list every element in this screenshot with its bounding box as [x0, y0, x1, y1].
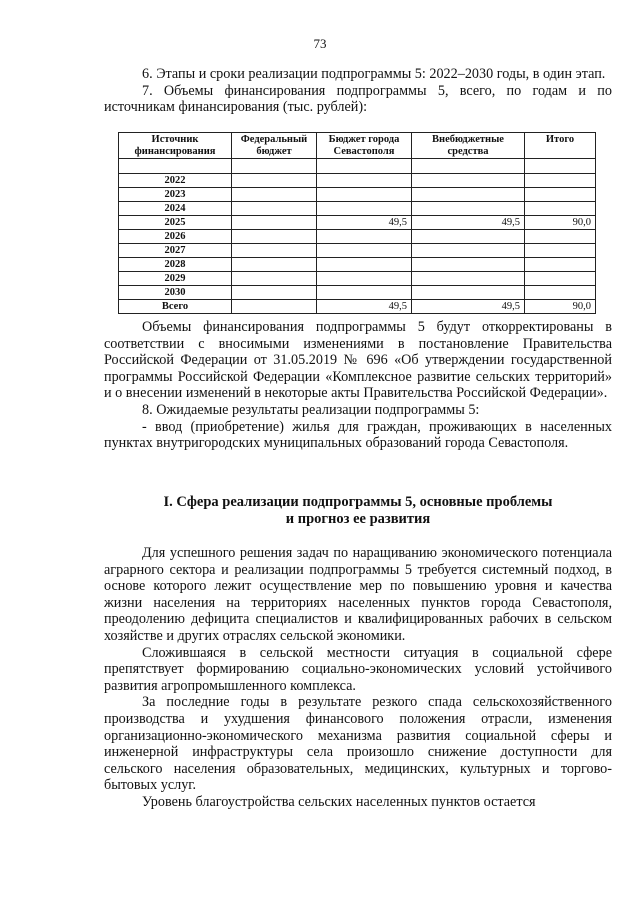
paragraph-adjustment: Объемы финансирования подпрограммы 5 будут откорректированы в соответствии с вносимыми изменениями в постановление Правительства Российской Федерации от 31.05.2019 № 696 «Об утверждении государственной программы Российской Федерации «Комплексное развитие сельских территорий» и о внесении изменений в некоторые акты Правительства Российской Федерации».	[104, 319, 612, 402]
value-cell	[232, 230, 317, 244]
value-cell	[232, 188, 317, 202]
value-cell	[317, 272, 412, 286]
row-label-cell: Всего	[119, 300, 232, 314]
value-cell	[412, 188, 525, 202]
section-heading-line2: и прогноз ее развития	[285, 511, 431, 527]
value-cell	[525, 174, 596, 188]
value-cell	[525, 272, 596, 286]
value-cell: 90,0	[525, 300, 596, 314]
value-cell	[412, 174, 525, 188]
paragraph-8-item: - ввод (приобретение) жилья для граждан, проживающих в населенных пунктах внутригородских муниципальных образований города Севастополя.	[104, 418, 612, 452]
value-cell	[525, 244, 596, 258]
table-row	[119, 202, 596, 216]
value-cell	[412, 286, 525, 300]
paragraph-8: 8. Ожидаемые результаты реализации подпрограммы 5:	[142, 401, 480, 418]
value-cell	[317, 202, 412, 216]
value-cell	[525, 202, 596, 216]
value-cell	[317, 230, 412, 244]
row-label-cell: 2028	[119, 258, 232, 272]
row-label-cell: 2027	[119, 244, 232, 258]
value-cell	[232, 202, 317, 216]
row-label-cell: 2030	[119, 286, 232, 300]
value-cell	[525, 230, 596, 244]
value-cell	[232, 258, 317, 272]
header-extrabudget: Внебюджетные средства	[412, 133, 525, 159]
row-label-cell: 2025	[119, 216, 232, 230]
value-cell	[412, 202, 525, 216]
table-row	[119, 258, 596, 272]
table-row	[119, 230, 596, 244]
table-row	[119, 286, 596, 300]
paragraph-7: 7. Объемы финансирования подпрограммы 5, всего, по годам и по источникам финансирования (тыс. рублей):	[104, 82, 612, 116]
value-cell	[412, 244, 525, 258]
value-cell	[317, 244, 412, 258]
paragraph-4: Уровень благоустройства сельских населенных пунктов остается	[142, 793, 536, 810]
value-cell	[232, 300, 317, 314]
financing-table	[118, 132, 596, 314]
table-row	[119, 244, 596, 258]
table-body	[119, 174, 596, 314]
row-label-cell: 2024	[119, 202, 232, 216]
table-row	[119, 174, 596, 188]
value-cell	[232, 286, 317, 300]
header-source: Источник финансирования	[119, 133, 232, 159]
header-city: Бюджет города Севастополя	[317, 133, 412, 159]
value-cell	[232, 174, 317, 188]
value-cell: 49,5	[317, 300, 412, 314]
table-row	[119, 272, 596, 286]
value-cell	[525, 286, 596, 300]
section-heading-line1: I. Сфера реализации подпрограммы 5, основные проблемы	[163, 494, 553, 510]
value-cell	[232, 216, 317, 230]
page-number: 73	[313, 36, 327, 51]
row-label-cell: 2023	[119, 188, 232, 202]
paragraph-1: Для успешного решения задач по наращиванию экономического потенциала аграрного сектора и реализации подпрограммы 5 требуется системный подход, в основе которого лежит осуществление мер по повышению уровня и качества жизни населения на территориях населенных пунктов города Севастополя, преодолению дефицита специалистов и квалифицированных рабочих в сельском хозяйстве и других отраслях сельской экономики.	[104, 545, 612, 644]
paragraph-6: 6. Этапы и сроки реализации подпрограммы 5: 2022–2030 годы, в один этап.	[142, 66, 606, 82]
row-label-cell: 2029	[119, 272, 232, 286]
value-cell	[317, 174, 412, 188]
paragraph-2: Сложившаяся в сельской местности ситуация в социальной сфере препятствует формированию социально-экономических условий устойчивого развития агропромышленного комплекса.	[104, 644, 612, 694]
section-heading	[104, 494, 612, 528]
header-federal: Федеральный бюджет	[232, 133, 317, 159]
table-header-row	[119, 133, 596, 159]
paragraph-3: За последние годы в результате резкого спада сельскохозяйственного производства и ухудшения финансового положения отрасли, изменения организационно-экономического механизма развития социальной сферы и инженерной инфраструктуры села произошло снижение доступности для сельского населения образовательных, медицинских, культурных и торгово-бытовых услуг.	[104, 694, 612, 794]
row-label-cell: 2026	[119, 230, 232, 244]
value-cell	[232, 244, 317, 258]
value-cell	[232, 272, 317, 286]
value-cell	[412, 272, 525, 286]
value-cell: 90,0	[525, 216, 596, 230]
value-cell	[525, 258, 596, 272]
value-cell	[525, 188, 596, 202]
adjustment-block	[104, 319, 612, 452]
value-cell: 49,5	[317, 216, 412, 230]
value-cell: 49,5	[412, 216, 525, 230]
value-cell	[317, 286, 412, 300]
table-row	[119, 300, 596, 314]
row-label-cell: 2022	[119, 174, 232, 188]
section-6-and-7	[104, 66, 612, 116]
value-cell: 49,5	[412, 300, 525, 314]
table-blank-row	[119, 159, 596, 174]
header-total: Итого	[525, 133, 596, 159]
value-cell	[317, 258, 412, 272]
table-row	[119, 216, 596, 230]
value-cell	[412, 258, 525, 272]
section-text	[104, 545, 612, 811]
value-cell	[317, 188, 412, 202]
table-row	[119, 188, 596, 202]
value-cell	[412, 230, 525, 244]
